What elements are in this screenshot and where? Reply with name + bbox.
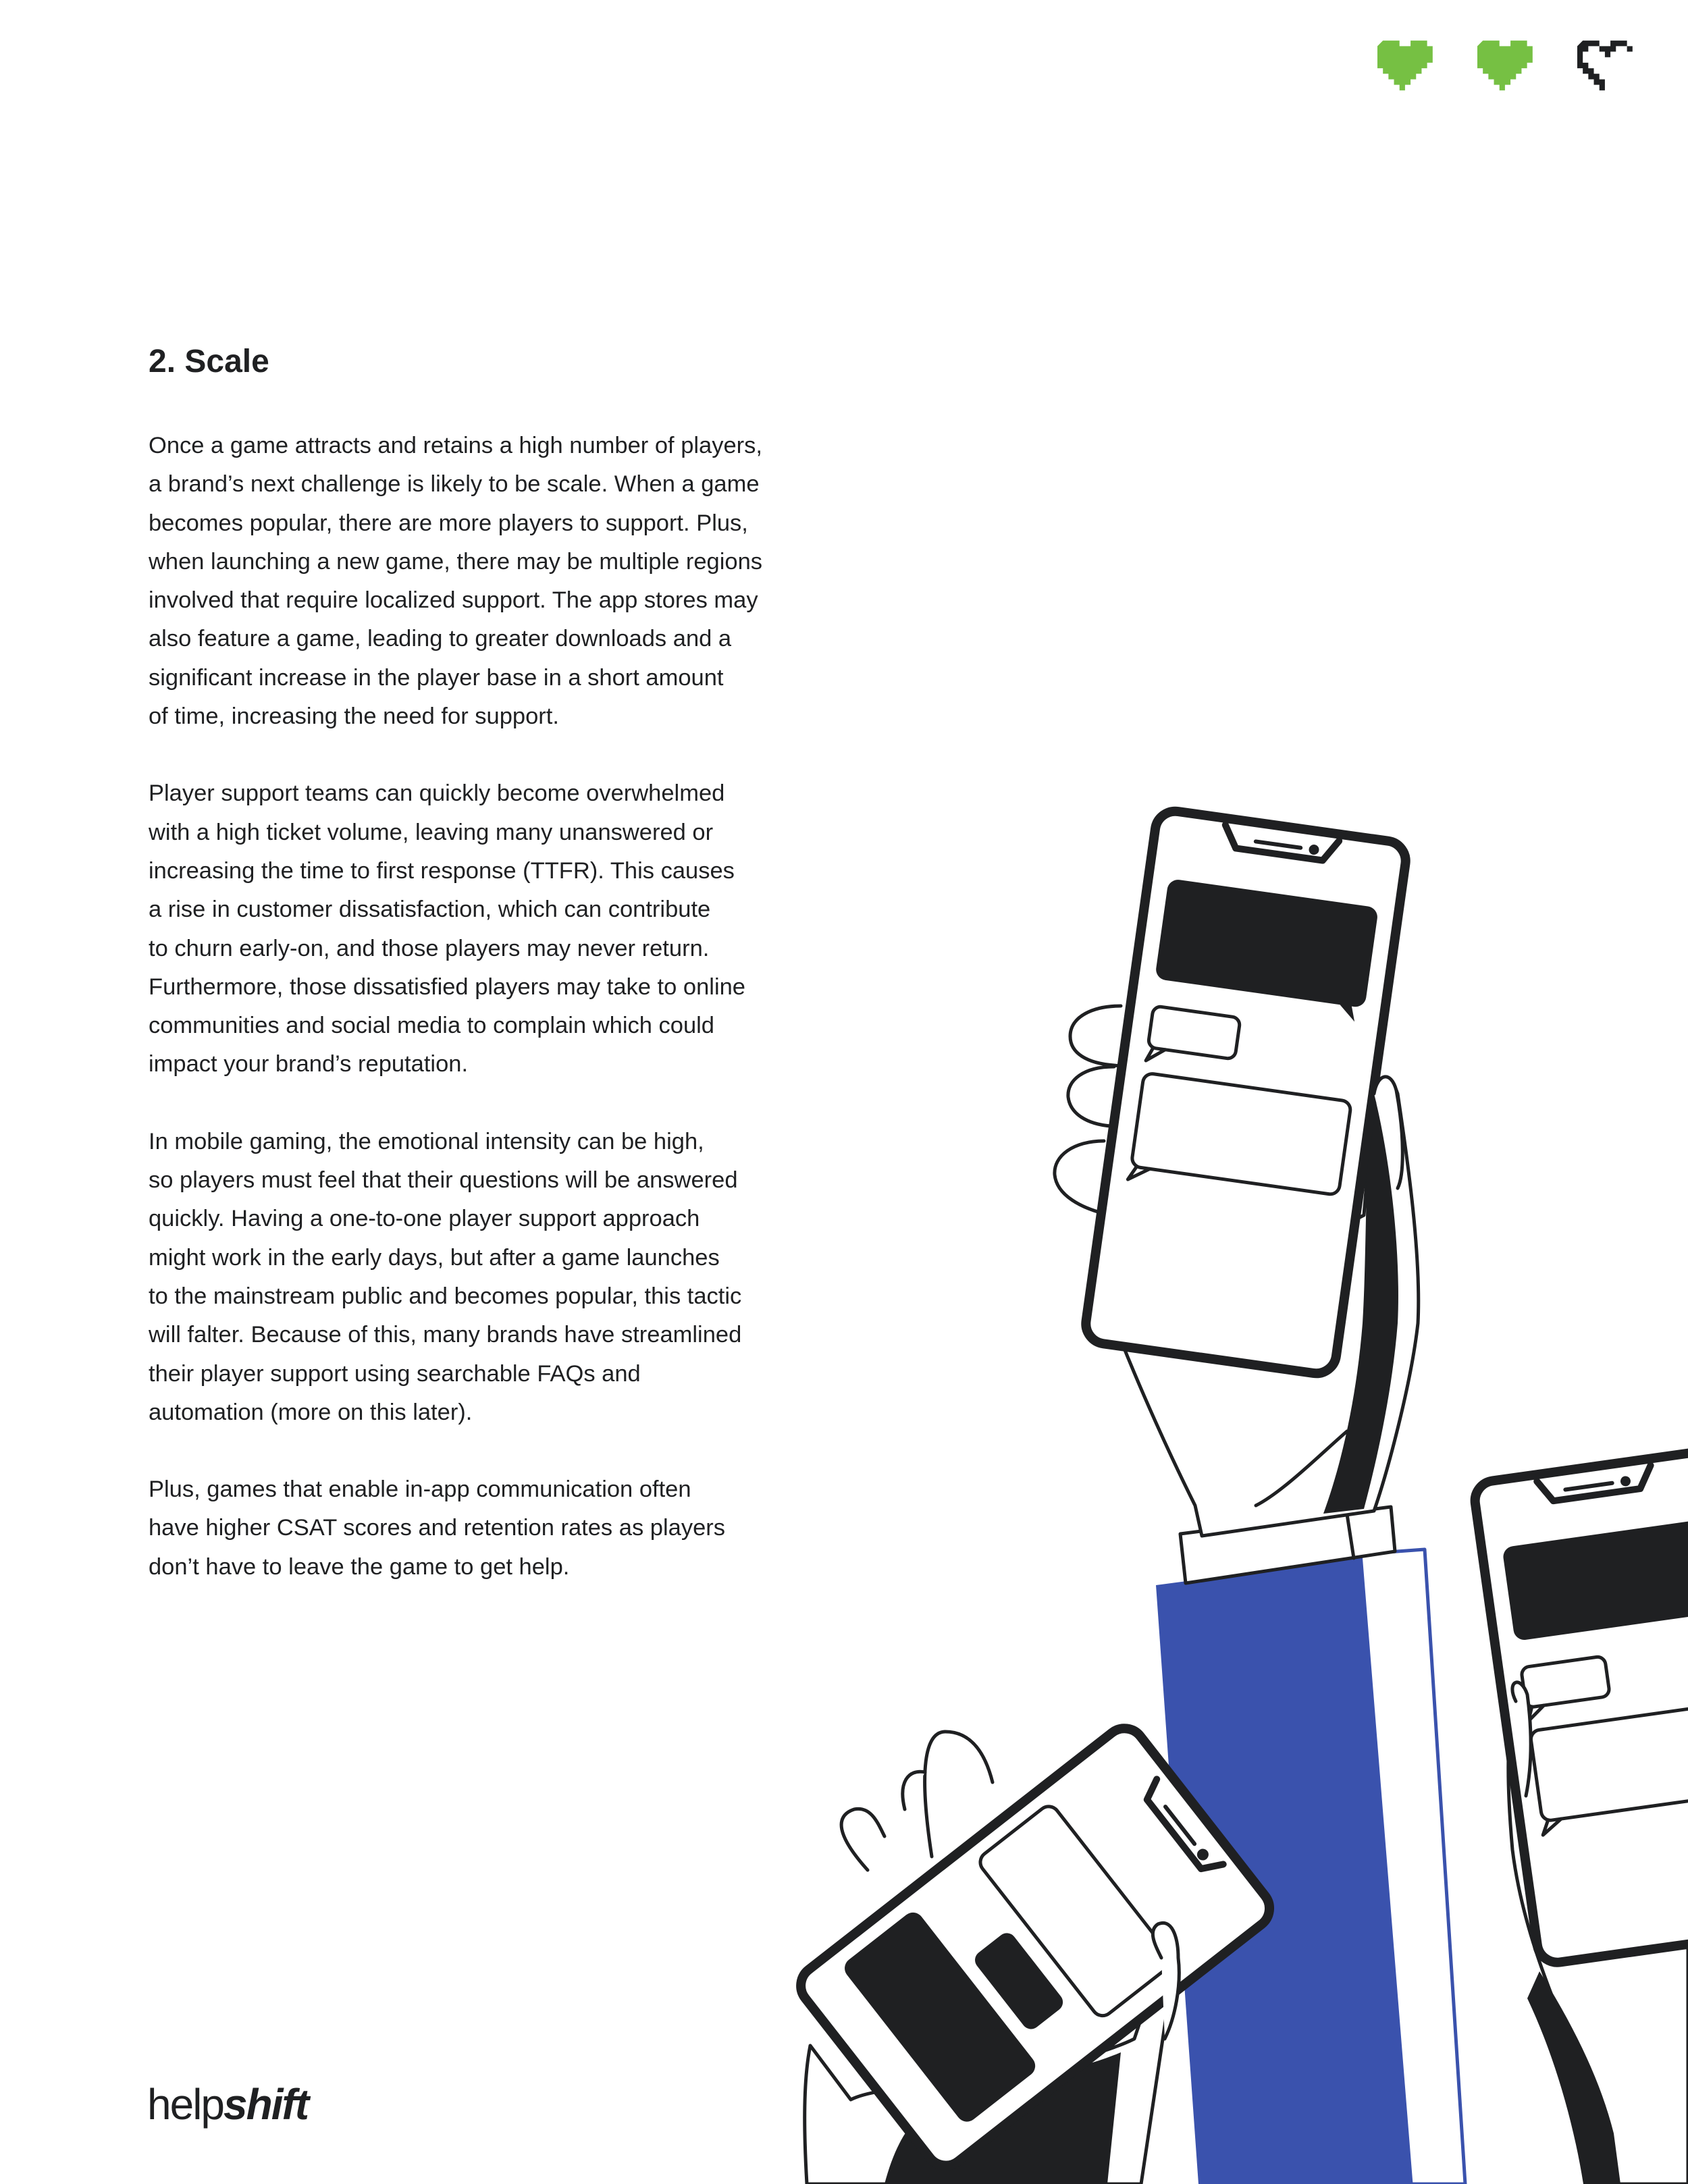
text-line: quickly. Having a one-to-one player support approach <box>149 1206 700 1232</box>
paragraph <box>149 1123 824 1432</box>
text-line: a rise in customer dissatisfaction, which can contribute <box>149 897 711 923</box>
text-line: impact your brand’s reputation. <box>149 1051 469 1077</box>
lives-indicator <box>1377 39 1647 95</box>
right-phone <box>1473 1449 1688 1965</box>
text-line: might work in the early days, but after a game launches <box>149 1244 720 1271</box>
paragraph <box>149 1470 824 1587</box>
logo-light: help <box>147 2080 223 2129</box>
pixel-heart-empty-icon <box>1577 39 1638 92</box>
text-line: don’t have to leave the game to get help. <box>149 1553 570 1580</box>
text-line: In mobile gaming, the emotional intensity can be high, <box>149 1128 704 1154</box>
text-line: Player support teams can quickly become overwhelmed <box>149 780 725 807</box>
right-thumb <box>1512 1682 1531 1796</box>
lower-hand <box>805 1958 1175 2184</box>
paragraph <box>149 427 824 736</box>
text-line: Once a game attracts and retains a high number of players, <box>149 433 762 458</box>
sleeve-highlight <box>1361 1549 1465 2184</box>
finger <box>1068 1067 1114 1126</box>
finger <box>841 1809 885 1870</box>
finger <box>925 1732 993 1857</box>
text-line: with a high ticket volume, leaving many unanswered or <box>149 819 714 845</box>
lower-palm-shadow <box>885 2052 1121 2184</box>
finger <box>1055 1141 1121 1219</box>
text-line: Furthermore, those dissatisfied players may take to online <box>149 974 745 1000</box>
text-line: will falter. Because of this, many brands have streamlined <box>149 1322 742 1348</box>
text-line: also feature a game, leading to greater downloads and a <box>149 626 732 652</box>
text-line: have higher CSAT scores and retention rates as players <box>149 1515 726 1541</box>
finger <box>903 1772 925 1809</box>
sleeve <box>1156 1549 1465 2184</box>
section-body <box>149 427 824 1625</box>
text-line: involved that require localized support. The app stores may <box>149 587 758 614</box>
shirt-cuff <box>1180 1507 1395 1583</box>
text-line: becomes popular, there are more players to support. Plus, <box>149 510 748 536</box>
text-line: communities and social media to complain which could <box>149 1013 714 1039</box>
thumb <box>1374 1077 1402 1188</box>
pixel-heart-filled-icon <box>1377 39 1438 92</box>
lower-phone <box>793 1720 1277 2174</box>
upper-phone <box>1083 809 1408 1376</box>
pixel-heart-filled-icon <box>1477 39 1538 92</box>
text-line: Plus, games that enable in-app communication often <box>149 1476 691 1503</box>
right-palm-shadow <box>1527 1971 1620 2184</box>
lower-thumb <box>1153 1923 1179 2039</box>
upper-hand <box>1114 1080 1419 1536</box>
logo-bold: shift <box>223 2080 309 2129</box>
text-line: of time, increasing the need for support. <box>149 703 559 730</box>
text-line: their player support using searchable FAQs and <box>149 1360 641 1387</box>
text-line: significant increase in the player base in a short amount <box>149 664 724 691</box>
text-line: to the mainstream public and becomes popular, this tactic <box>149 1283 742 1309</box>
text-line: to churn early-on, and those players may never return. <box>149 935 710 961</box>
right-hand <box>1508 1701 1688 2184</box>
text-line: a brand’s next challenge is likely to be scale. When a game <box>149 471 760 498</box>
section-title: 2. Scale <box>149 344 269 379</box>
text-line: so players must feel that their questions will be answered <box>149 1167 738 1194</box>
paragraph <box>149 774 824 1084</box>
text-line: when launching a new game, there may be multiple regions <box>149 548 763 575</box>
palm-shadow <box>1323 1094 1398 1514</box>
text-line: increasing the time to first response (TTFR). This causes <box>149 857 735 884</box>
finger <box>1070 1006 1128 1067</box>
text-line: automation (more on this later). <box>149 1399 473 1425</box>
helpshift-logo <box>147 2079 308 2129</box>
